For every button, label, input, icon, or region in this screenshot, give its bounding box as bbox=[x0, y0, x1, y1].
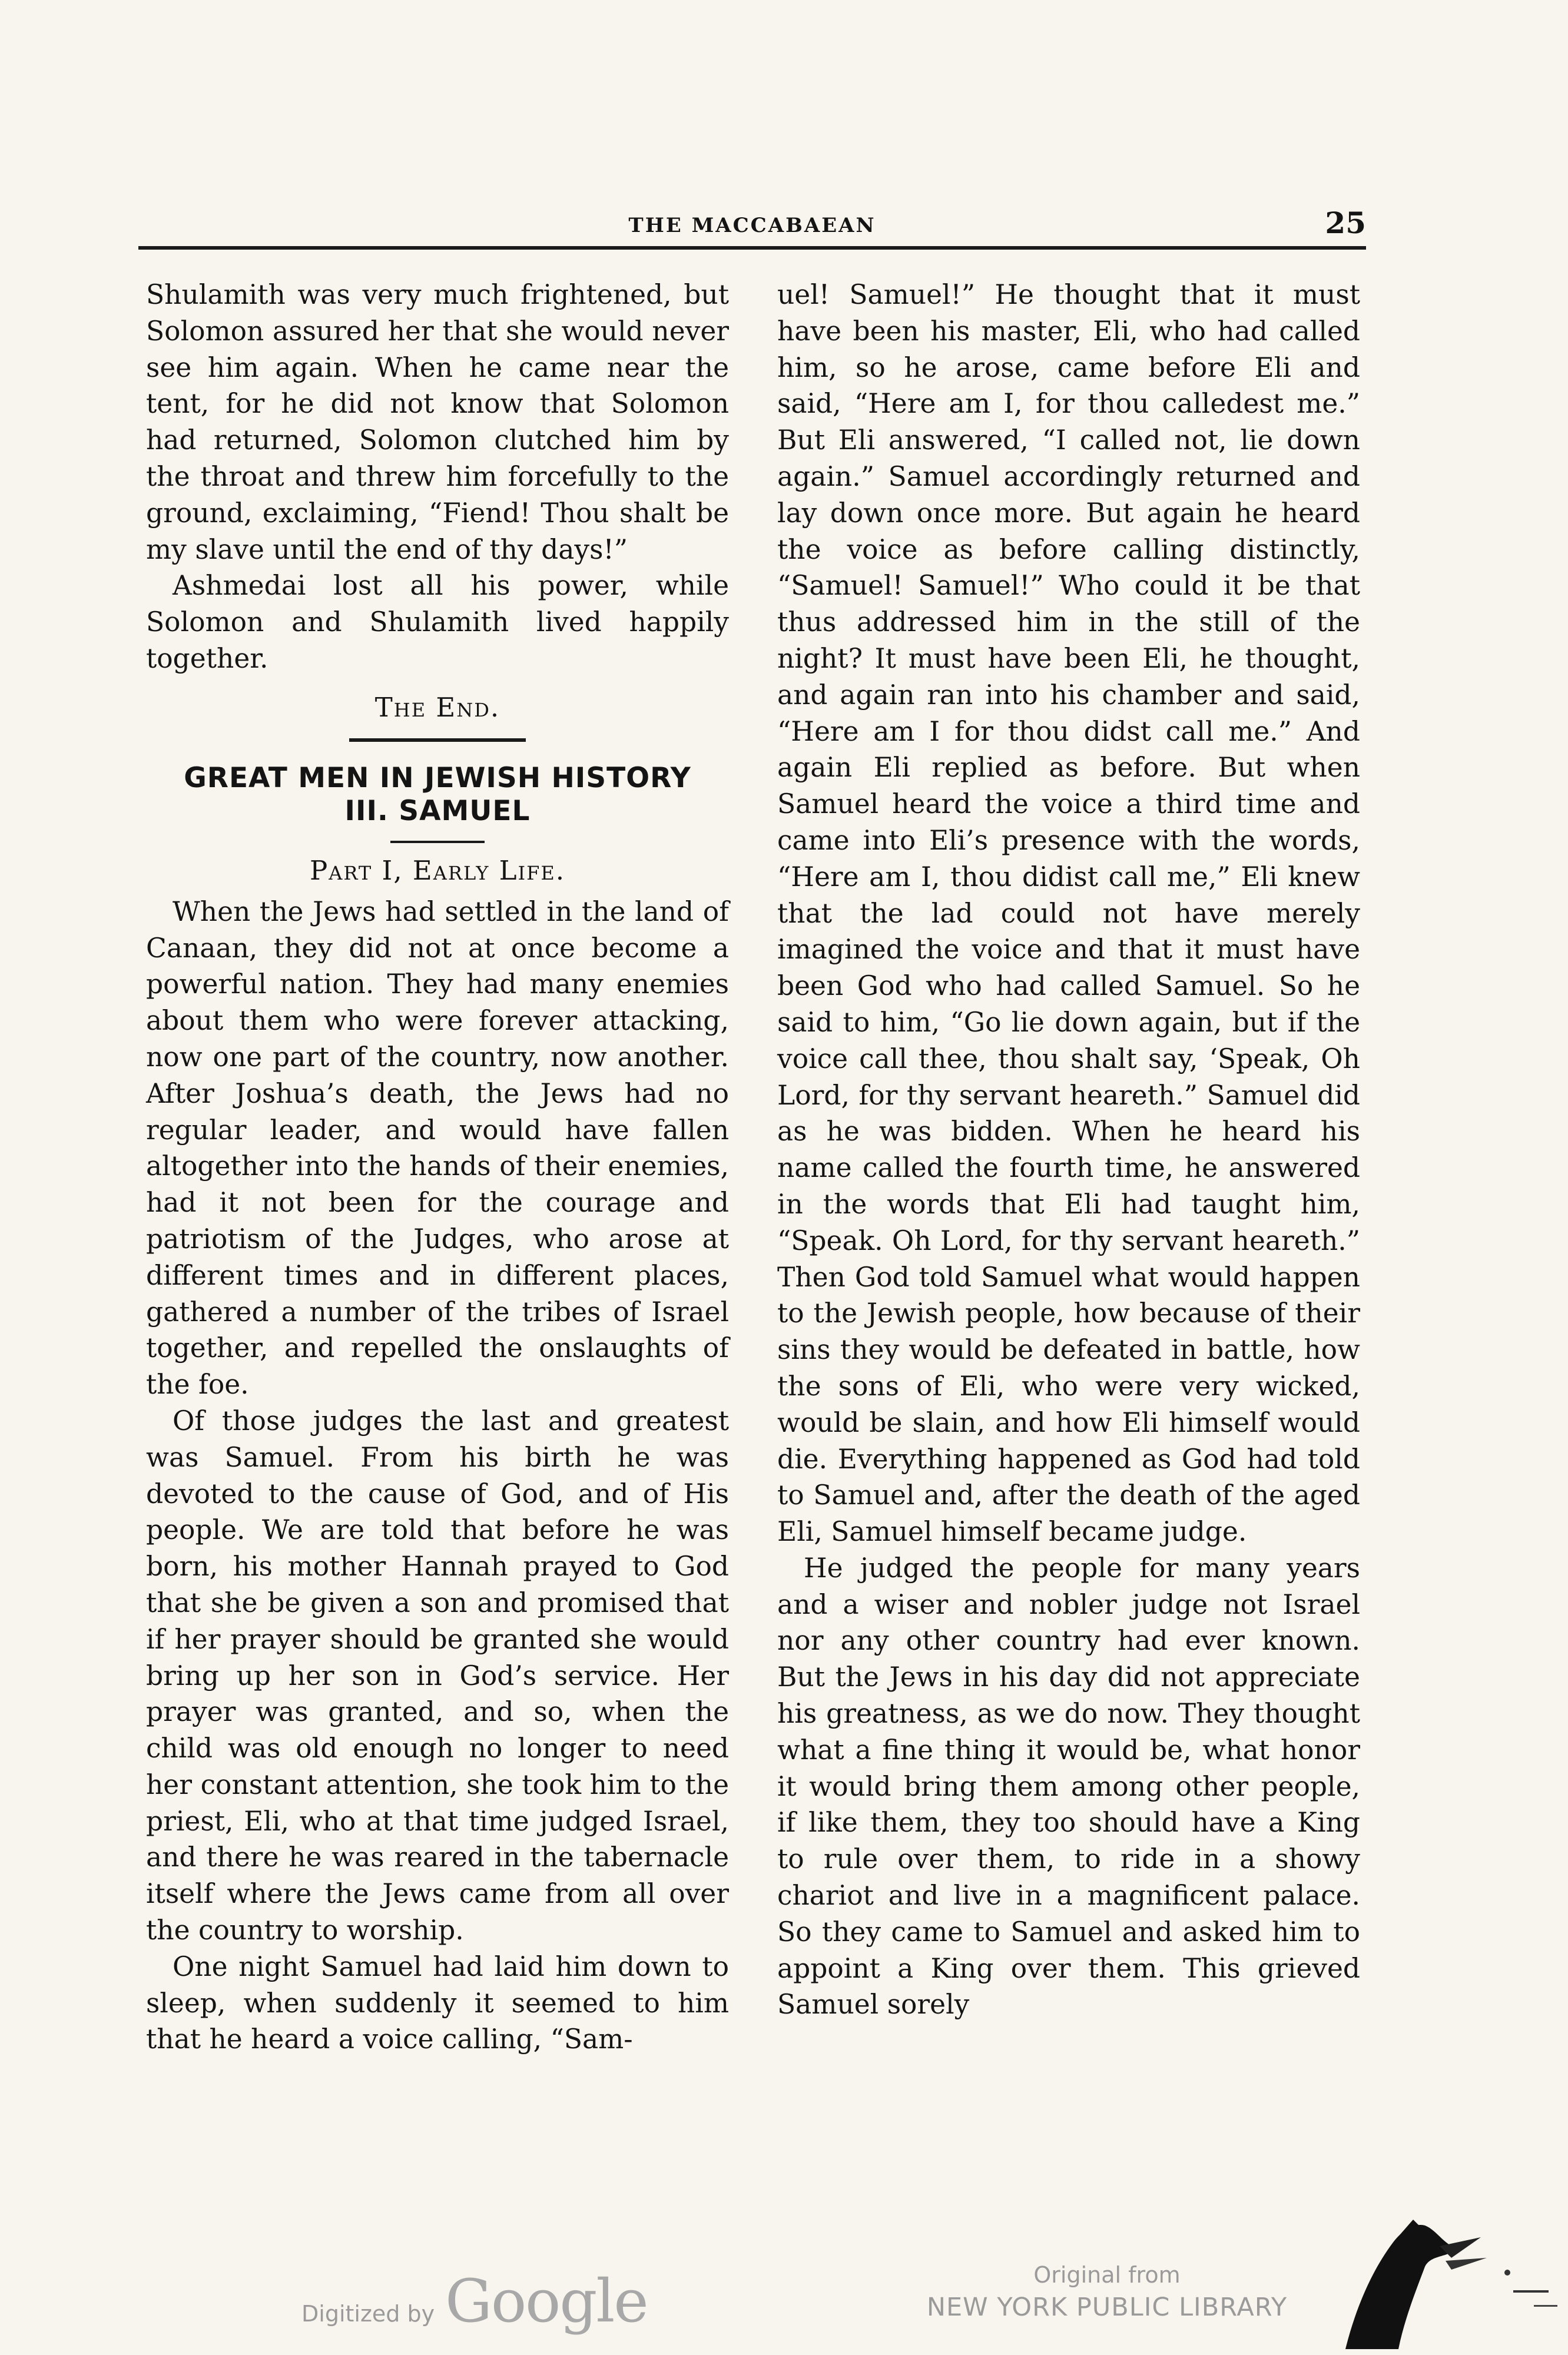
page-number: 25 bbox=[1325, 205, 1366, 240]
running-head: THE MACCABAEAN bbox=[628, 214, 876, 237]
subtitle-divider bbox=[390, 841, 485, 843]
page-header bbox=[138, 205, 1366, 244]
the-end-label: The End. bbox=[374, 691, 500, 723]
header-rule bbox=[138, 246, 1366, 250]
body-paragraph: Of those judges the last and greatest was Samuel. From his birth he was devoted to the cause of God, and of His people. We are told that before he was born, his mother Hannah prayed to God that she be given a son and promised that if her prayer should be granted she would bring up her son in God’s service. Her prayer was granted, and so, when the child was old enough no longer to need her constant attention, she took him to the priest, Eli, who at that time judged Israel, and there he was reared in the tabernacle itself where the Jews came from all over the country to worship. bbox=[146, 1405, 729, 1946]
body-paragraph: One night Samuel had laid him down to sleep, when suddenly it seemed to him that he heard a voice calling, “Sam- bbox=[146, 1951, 729, 2055]
library-name: NEW YORK PUBLIC LIBRARY bbox=[926, 2293, 1288, 2322]
part-heading: Part I, Early Life. bbox=[309, 854, 566, 886]
left-column bbox=[146, 277, 729, 2058]
body-paragraph: When the Jews had settled in the land of Canaan, they did not at once become a powerful nation. They had many enemies about them who were forever attacking, now one part of the country, now another. After Joshua’s death, the Jews had no regular leader, and would have fallen altogether into the hands of their enemies, had it not been for the courage and patriotism of the Judges, who arose at different times and in different places, gathered a number of the tribes of Israel together, and repelled the onslaughts of the foe. bbox=[146, 895, 729, 1401]
section-divider bbox=[349, 738, 526, 742]
digitized-by-label: Digitized by bbox=[301, 2301, 435, 2327]
story-ending-paragraph: Shulamith was very much frightened, but Solomon assured her that she would never see him again. When he came near the tent, for he did not know that Solomon had returned, Solomon clutched him by the throat and threw him forcefully to the ground, exclaiming, “Fiend! Thou shalt be my slave until the end of thy days!” bbox=[146, 279, 729, 565]
section-title: GREAT MEN IN JEWISH HISTORY bbox=[184, 761, 691, 794]
body-paragraph: uel! Samuel!” He thought that it must have been his master, Eli, who had called him, so he arose, came before Eli and said, “Here am I, for thou calledest me.” But Eli answered, “I called not, lie down again.” Samuel accordingly returned and lay down once more. But again he heard the voice as before calling distinctly, “Samuel! Samuel!” Who could it be that thus addressed him in the still of the night? It must have been Eli, he thought, and again ran into his chamber and said, “Here am I for thou didst call me.” And again Eli replied as before. But when Samuel heard the voice a third time and came into Eli’s presence with the words, “Here am I, thou didist call me,” Eli knew that the lad could not have merely imagined the voice and that it must have been God who had called Samuel. So he said to him, “Go lie down again, but if the voice call thee, thou shalt say, ‘Speak, Oh Lord, for thy servant heareth.” Samuel did as he was bidden. When he heard his name called the fourth time, he answered in the words that Eli had taught him, “Speak. Oh Lord, for thy servant heareth.” Then God told Samuel what would happen to the Jewish people, how because of their sins they would be defeated in battle, how the sons of Eli, who were very wicked, would be slain, and how Eli himself would die. Everything happened as God had told to Samuel and, after the death of the aged Eli, Samuel himself became judge. bbox=[777, 279, 1360, 1548]
digitized-by-watermark bbox=[301, 2267, 648, 2337]
original-from-label: Original from bbox=[1033, 2262, 1181, 2288]
scan-artifact-icon bbox=[1304, 2202, 1563, 2349]
right-column bbox=[777, 277, 1360, 2023]
body-paragraph: He judged the people for many years and a wiser and nobler judge not Israel nor any other country had ever known. But the Jews in his day did not appreciate his greatness, as we do now. They thought what a fine thing it would be, what honor it would bring them among other people, if like them, they too should have a King to rule over them, to ride in a showy chariot and live in a magnificent palace. So they came to Samuel and asked him to appoint a King over them. This grieved Samuel sorely bbox=[777, 1552, 1360, 2021]
story-conclusion-paragraph: Ashmedai lost all his power, while Solomon and Shulamith lived happily together. bbox=[146, 570, 729, 674]
google-logo: Google bbox=[445, 2267, 648, 2336]
library-attribution bbox=[895, 2260, 1319, 2324]
section-subtitle: III. SAMUEL bbox=[344, 794, 531, 827]
